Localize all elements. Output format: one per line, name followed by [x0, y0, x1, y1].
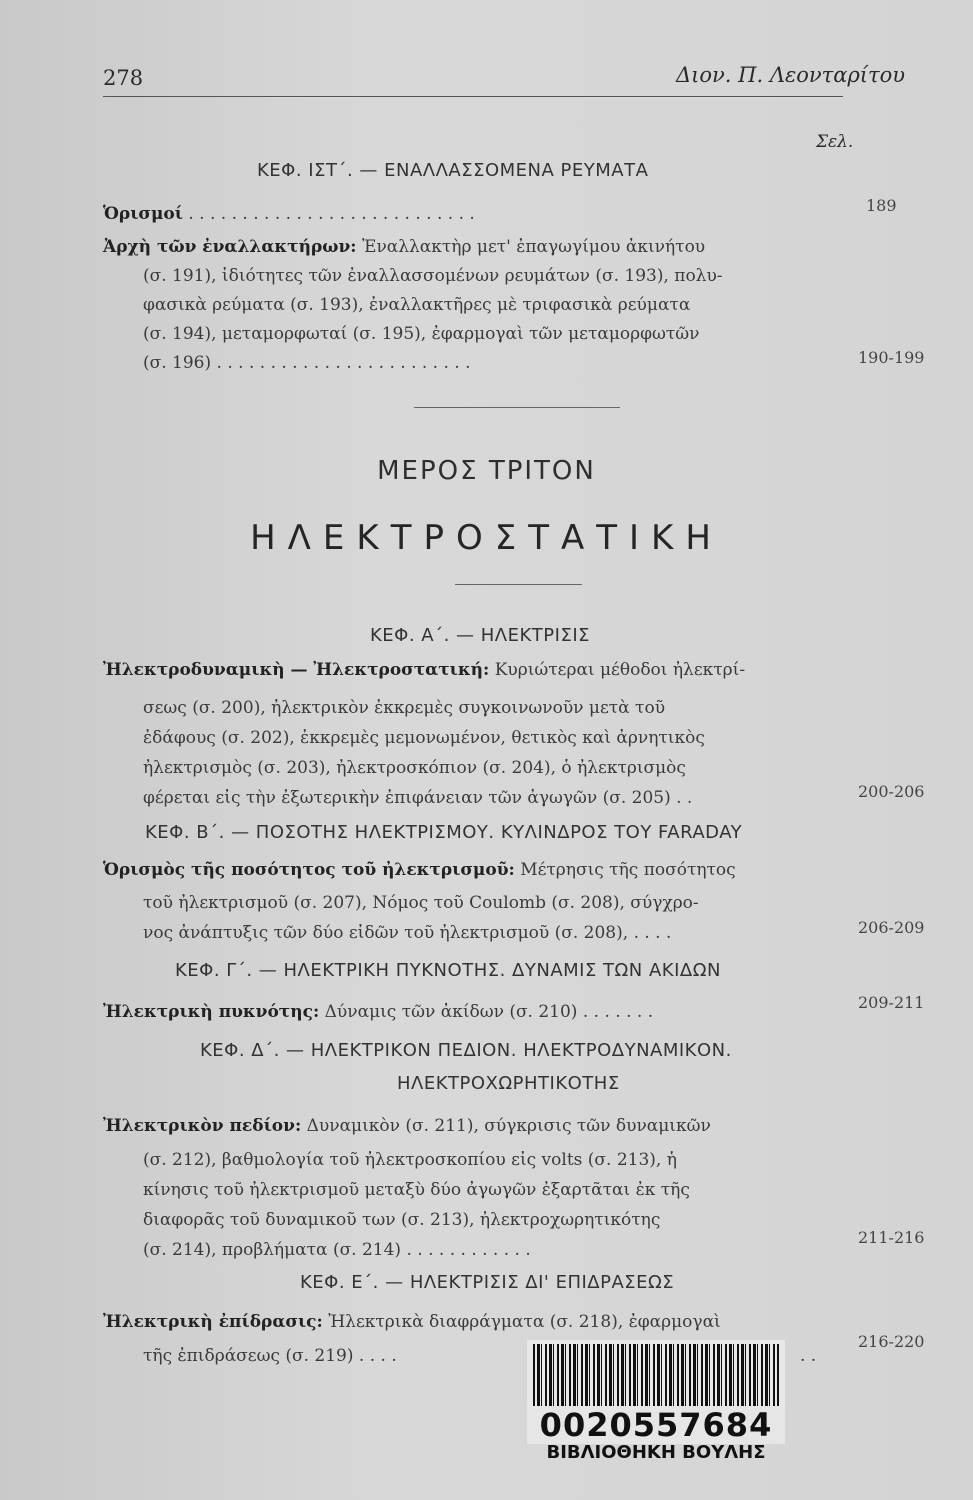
- toc-leader-dots: . . . . . . . . . . . . . . . . . . . . . . . .: [216, 353, 471, 373]
- toc-entry-text: διαφορᾶς τοῦ δυναμικοῦ των (σ. 213), ἠλεκτροχωρητικότης: [143, 1210, 661, 1230]
- section-divider: [414, 407, 620, 408]
- toc-entry: [103, 660, 745, 680]
- chapter-heading: ΚΕΦ. Α΄. — ΗΛΕΚΤΡΙΣΙΣ: [370, 625, 591, 646]
- library-name: ΒΙΒΛΙΟΘΗΚΗ ΒΟΥΛΗΣ: [546, 1442, 766, 1463]
- toc-entry-text: ἠλεκτρισμὸς (σ. 203), ἠλεκτροσκόπιον (σ. 204), ὁ ἠλεκτρισμὸς: [143, 758, 686, 778]
- toc-entry-text: φέρεται εἰς τὴν ἐξωτερικὴν ἐπιφάνειαν τῶν ἀγωγῶν (σ. 205) . .: [143, 788, 693, 808]
- toc-page-range: 211-216: [858, 1228, 925, 1247]
- barcode-number: 0020557684: [527, 1406, 785, 1444]
- part-title: ΗΛΕΚΤΡΟΣΤΑΤΙΚΗ: [250, 518, 723, 558]
- toc-entry-text: τῆς ἐπιδράσεως (σ. 219) . . . .: [143, 1346, 397, 1366]
- chapter-heading-continued: ΗΛΕΚΤΡΟΧΩΡΗΤΙΚΟΤΗΣ: [397, 1073, 620, 1094]
- toc-entry-text: Ἐναλλακτὴρ μετ' ἐπαγωγίμου ἀκινήτου: [361, 237, 706, 257]
- toc-entry-text: Δυναμικὸν (σ. 211), σύγκρισις τῶν δυναμικῶν: [306, 1116, 711, 1136]
- toc-page-range: 209-211: [858, 993, 925, 1012]
- toc-entry-label: Ἀρχὴ τῶν ἐναλλακτήρων:: [103, 237, 357, 257]
- toc-entry-label: Ἠλεκτρικὴ ἐπίδρασις:: [103, 1312, 323, 1332]
- toc-entry-text: νος ἀνάπτυξις τῶν δύο εἰδῶν τοῦ ἠλεκτρισμοῦ (σ. 208), . . . .: [143, 923, 672, 943]
- toc-entry: [103, 1002, 653, 1022]
- chapter-heading: ΚΕΦ. Γ΄. — ΗΛΕΚΤΡΙΚΗ ΠΥΚΝΟΤΗΣ. ΔΥΝΑΜΙΣ ΤΩΝ ΑΚΙΔΩΝ: [175, 960, 721, 981]
- toc-entry-label: Ἠλεκτρικὸν πεδίον:: [103, 1116, 302, 1136]
- toc-entry-text: Ἠλεκτρικὰ διαφράγματα (σ. 218), ἐφαρμογαὶ: [328, 1312, 721, 1332]
- chapter-heading: ΚΕΦ. ΙΣΤ΄. — ΕΝΑΛΛΑΣΣΟΜΕΝΑ ΡΕΥΜΑΤΑ: [257, 160, 649, 181]
- part-label: ΜΕΡΟΣ ΤΡΙΤΟΝ: [377, 456, 596, 486]
- toc-entry-text: [143, 353, 471, 373]
- barcode-icon: [533, 1344, 779, 1414]
- toc-entry-text: (σ. 191), ἰδιότητες τῶν ἐναλλασσομένων ρευμάτων (σ. 193), πολυ-: [143, 266, 723, 286]
- section-divider: [455, 584, 582, 585]
- page-column-label: Σελ.: [816, 132, 854, 152]
- chapter-heading: ΚΕΦ. Δ΄. — ΗΛΕΚΤΡΙΚΟΝ ΠΕΔΙΟΝ. ΗΛΕΚΤΡΟΔΥΝΑΜΙΚΟΝ.: [200, 1040, 732, 1061]
- toc-entry-text: ἐδάφους (σ. 202), ἐκκρεμὲς μεμονωμένον, θετικὸς καὶ ἀρνητικὸς: [143, 728, 705, 748]
- toc-entry-label: Ἠλεκτροδυναμικὴ — Ἠλεκτροστατική:: [103, 660, 490, 680]
- chapter-heading: ΚΕΦ. Ε΄. — ΗΛΕΚΤΡΙΣΙΣ ΔΙ' ΕΠΙΔΡΑΣΕΩΣ: [300, 1272, 675, 1293]
- page-number: 278: [103, 66, 144, 90]
- toc-entry-text: (σ. 214), προβλήματα (σ. 214) . . . . . . . . . . . .: [143, 1240, 531, 1260]
- toc-entry-text: κίνησις τοῦ ἠλεκτρισμοῦ μεταξὺ δύο ἀγωγῶν ἐξαρτᾶται ἐκ τῆς: [143, 1180, 690, 1200]
- toc-entry-text: (σ. 194), μεταμορφωταί (σ. 195), ἐφαρμογαὶ τῶν μεταμορφωτῶν: [143, 324, 700, 344]
- toc-entry-text: φασικὰ ρεύματα (σ. 193), ἐναλλακτῆρες μὲ τριφασικὰ ρεύματα: [143, 295, 691, 315]
- toc-entry: [103, 204, 475, 224]
- toc-entry-label: Ὁρισμὸς τῆς ποσότητος τοῦ ἠλεκτρισμοῦ:: [103, 860, 515, 880]
- toc-entry-text: σεως (σ. 200), ἠλεκτρικὸν ἐκκρεμὲς συγκοινωνοῦν μετὰ τοῦ: [143, 698, 666, 718]
- header-rule: [103, 96, 843, 97]
- toc-entry-text: Κυριώτεραι μέθοδοι ἠλεκτρί-: [494, 660, 746, 680]
- toc-page-range: 190-199: [858, 348, 925, 367]
- toc-page-range: 189: [866, 196, 897, 215]
- toc-leader-dots: . . . . . . . . . . . . . . . . . . . . . . . . . . .: [188, 204, 475, 224]
- toc-entry-label: Ὁρισμοί: [103, 204, 183, 224]
- toc-page-range: 206-209: [858, 918, 925, 937]
- toc-page-range: 200-206: [858, 782, 925, 801]
- toc-entry-text: Δύναμις τῶν ἀκίδων (σ. 210) . . . . . . .: [324, 1002, 654, 1022]
- toc-page-range: 216-220: [858, 1332, 925, 1351]
- chapter-heading: ΚΕΦ. Β΄. — ΠΟΣΟΤΗΣ ΗΛΕΚΤΡΙΣΜΟΥ. ΚΥΛΙΝΔΡΟΣ ΤΟΥ FARADAY: [145, 822, 743, 843]
- toc-entry: [103, 1116, 711, 1136]
- toc-entry: [103, 237, 705, 257]
- toc-entry-text-tail: (σ. 196): [143, 353, 212, 373]
- running-header-author: Διον. Π. Λεονταρίτου: [676, 63, 906, 87]
- toc-leader-dots: . .: [800, 1346, 817, 1366]
- toc-entry-text: Μέτρησις τῆς ποσότητος: [520, 860, 736, 880]
- toc-entry: [103, 860, 736, 880]
- toc-entry-text: (σ. 212), βαθμολογία τοῦ ἠλεκτροσκοπίου εἰς volts (σ. 213), ἡ: [143, 1150, 677, 1170]
- toc-entry-label: Ἠλεκτρικὴ πυκνότης:: [103, 1002, 320, 1022]
- toc-entry-text: τοῦ ἠλεκτρισμοῦ (σ. 207), Νόμος τοῦ Coulomb (σ. 208), σύγχρο-: [143, 893, 699, 913]
- toc-entry: [103, 1312, 721, 1332]
